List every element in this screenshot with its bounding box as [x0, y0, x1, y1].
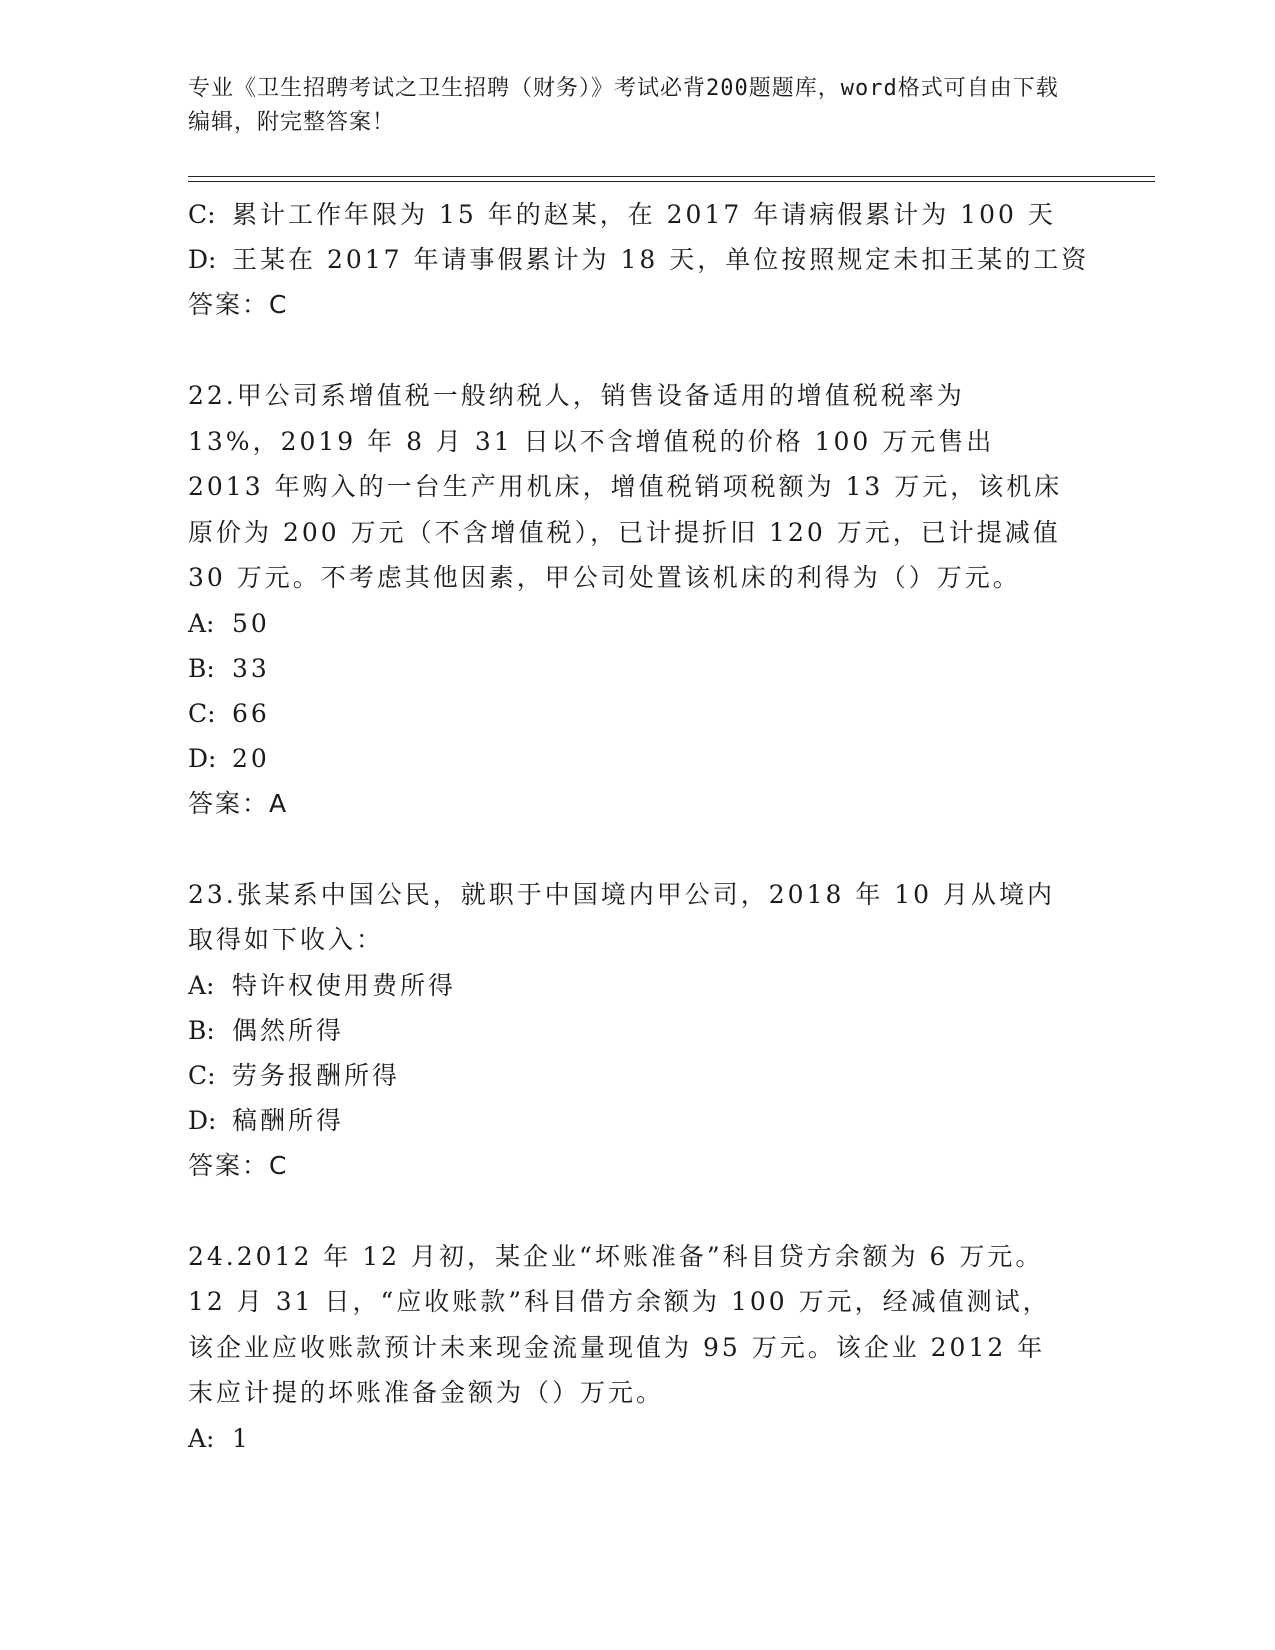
question-22: [188, 373, 1068, 826]
option-b: [188, 646, 1068, 691]
option-label: A:: [188, 608, 215, 638]
option-a: [188, 1416, 1068, 1461]
question-text: 24.2012 年 12 月初，某企业“坏账准备”科目贷方余额为 6 万元。12 月 31 日，“应收账款”科目借方余额为 100 万元，经减值测试，该企业应收账款预计未来现金流量现值为 95 万元。该企业 2012 年末应计提的坏账准备金额为（）万元。: [188, 1241, 1051, 1407]
question-text: 22.甲公司系增值税一般纳税人，销售设备适用的增值税税率为 13%，2019 年 8 月 31 日以不含增值税的价格 100 万元售出 2013 年购入的一台生产用机床，增值税销项税额为 13 万元，该机床原价为 200 万元（不含增值税），已计提折旧 120 万元，已计提减值 30 万元。不考虑其他因素，甲公司处置该机床的利得为（）万元。: [188, 381, 1063, 592]
option-c: [188, 691, 1068, 736]
option-a: [188, 963, 1068, 1008]
option-c: [188, 1053, 1068, 1098]
question-24: [188, 1234, 1068, 1461]
option-text: 累计工作年限为 15 年的赵某，在 2017 年请病假累计为 100 天: [232, 200, 1056, 229]
option-a: [188, 601, 1068, 646]
option-text: 劳务报酬所得: [232, 1060, 401, 1090]
answer-line: 答案：C: [188, 1150, 289, 1180]
option-label: D:: [188, 245, 217, 274]
option-label: A:: [188, 1423, 215, 1453]
option-text: 王某在 2017 年请事假累计为 18 天，单位按照规定未扣王某的工资: [232, 245, 1090, 274]
question-23: [188, 872, 1068, 1188]
option-text: 稿酬所得: [232, 1105, 345, 1135]
option-text: 20: [232, 743, 270, 773]
document-body: [188, 192, 1090, 1461]
option-label: C:: [188, 200, 216, 229]
document-header: 专业《卫生招聘考试之卫生招聘（财务）》考试必背200题题库，word格式可自由下载编辑，附完整答案！: [188, 76, 1059, 135]
option-d: [188, 736, 1068, 781]
question-21-continuation: [188, 192, 1090, 327]
option-text: 特许权使用费所得: [232, 970, 457, 1000]
option-text: 66: [232, 698, 270, 728]
option-d: [188, 237, 1090, 282]
answer-line: 答案：C: [188, 290, 289, 319]
option-c: [188, 192, 1068, 237]
header-rule-top: [188, 176, 1155, 177]
header-rule-bottom: [188, 181, 1155, 182]
option-label: C:: [188, 698, 216, 728]
option-text: 50: [232, 608, 270, 638]
question-text: 23.张某系中国公民，就职于中国境内甲公司，2018 年 10 月从境内取得如下收入：: [188, 879, 1056, 954]
option-label: B:: [188, 1015, 215, 1045]
option-text: 33: [232, 653, 270, 683]
option-label: C:: [188, 1060, 216, 1090]
option-b: [188, 1008, 1068, 1053]
option-text: 1: [232, 1423, 251, 1453]
answer-line: 答案：A: [188, 788, 289, 818]
option-label: D:: [188, 1105, 217, 1135]
option-text: 偶然所得: [232, 1015, 345, 1045]
option-label: A:: [188, 970, 215, 1000]
option-d: [188, 1098, 1068, 1143]
option-label: B:: [188, 653, 215, 683]
option-label: D:: [188, 743, 217, 773]
